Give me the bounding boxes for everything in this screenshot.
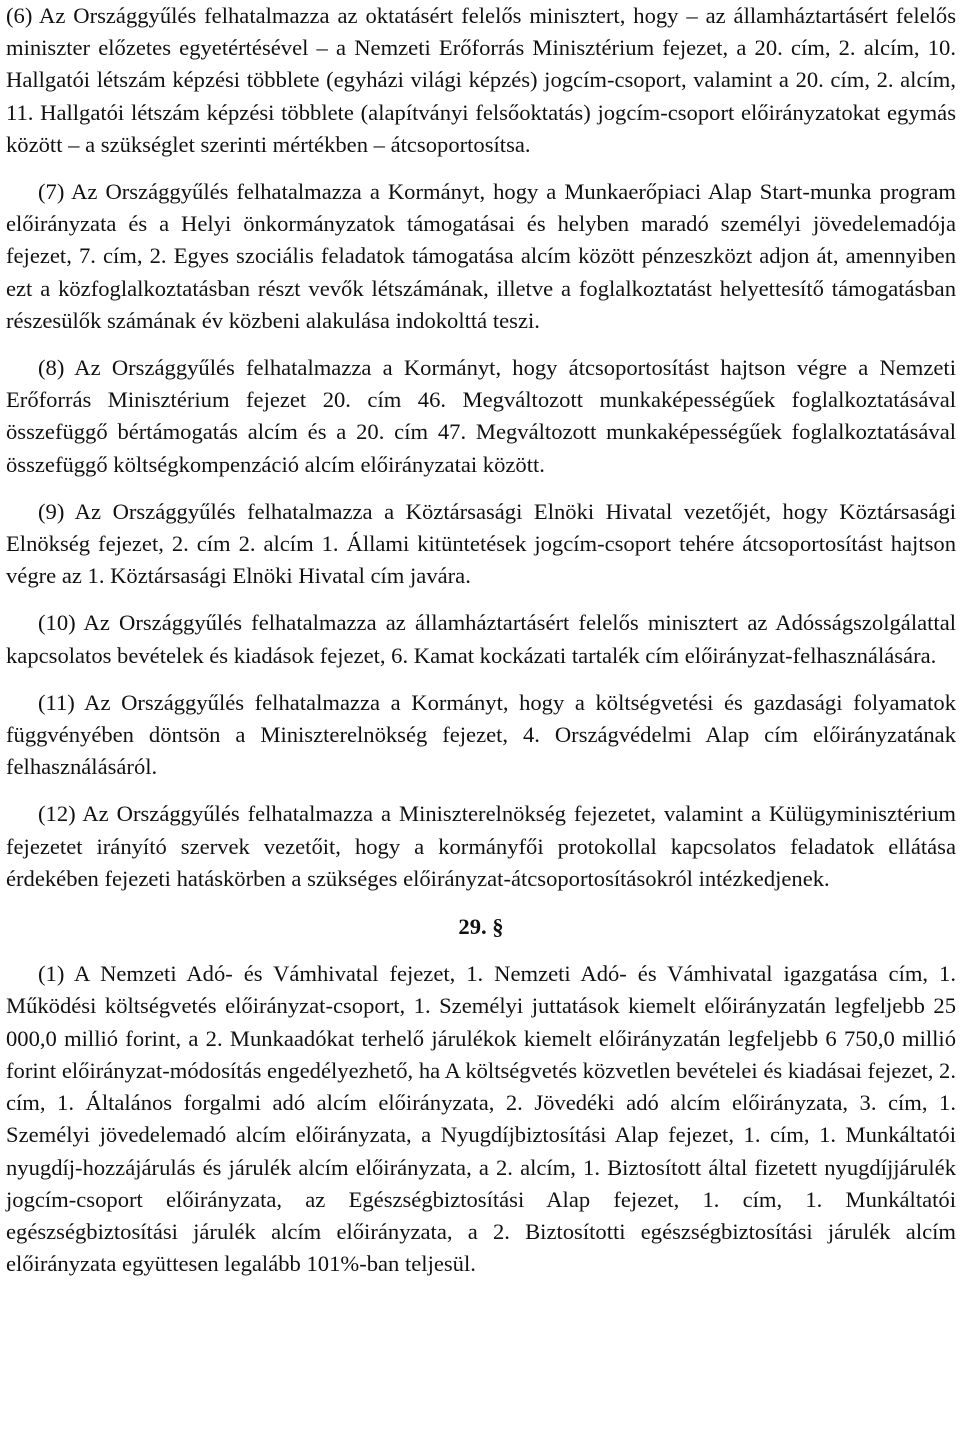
paragraph-11: (11) Az Országgyűlés felhatalmazza a Kormányt, hogy a költségvetési és gazdasági folyamatok függvényében döntsön a Miniszterelnökség fejezet, 4. Országvédelmi Alap cím előirányzatának felhasználásáról. <box>6 689 956 780</box>
paragraph-10: (10) Az Országgyűlés felhatalmazza az államháztartásért felelős minisztert az Adósságszolgálattal kapcsolatos bevételek és kiadások fejezet, 6. Kamat kockázati tartalék cím előirányzat-felhasználására. <box>6 610 956 668</box>
paragraph-7: (7) Az Országgyűlés felhatalmazza a Kormányt, hogy a Munkaerőpiaci Alap Start-munka program előirányzata és a Helyi önkormányzatok támogatásai és helyben maradó személyi jövedelemadója fejezet, 7. cím, 2. Egyes szociális feladatok támogatása alcím között pénzeszközt adjon át, amennyiben ezt a közfoglalkoztatásban részt vevők létszámának, illetve a foglalkoztatást helyettesítő támogatásban részesülők számának év közbeni alakulása indokolttá teszi. <box>6 179 956 333</box>
section-number: 29. <box>458 914 487 940</box>
paragraph-12: (12) Az Országgyűlés felhatalmazza a Miniszterelnökség fejezetet, valamint a Külügyminisztérium fejezetet irányító szervek vezetőit, hogy a kormányfői protokollal kapcsolatos feladatok ellátása érdekében fejezeti hatáskörben a szükséges előirányzat-átcsoportosításokról intézkedjenek. <box>6 801 956 891</box>
paragraph-8: (8) Az Országgyűlés felhatalmazza a Kormányt, hogy átcsoportosítást hajtson végre a Nemzeti Erőforrás Minisztérium fejezet 20. cím 46. Megváltozott munkaképességűek foglalkoztatásával összefüggő bértámogatás alcím és a 20. cím 47. Megváltozott munkaképességűek foglalkoztatásával összefüggő költségkompenzáció alcím előirányzatai között. <box>6 355 956 477</box>
section-mark: § <box>492 914 504 940</box>
paragraph-9: (9) Az Országgyűlés felhatalmazza a Köztársasági Elnöki Hivatal vezetőjét, hogy Köztársasági Elnökség fejezet, 2. cím 2. alcím 1. Állami kitüntetések jogcím-csoport tehére átcsoportosítást hajtson végre az 1. Köztársasági Elnöki Hivatal cím javára. <box>6 498 956 589</box>
section-heading <box>6 911 956 943</box>
section-29-paragraph-1: (1) A Nemzeti Adó- és Vámhivatal fejezet, 1. Nemzeti Adó- és Vámhivatal igazgatása cím, 1. Működési költségvetés előirányzat-csoport, 1. Személyi juttatások kiemelt előirányzatán legfeljebb 25 000,0 millió forint, a 2. Munkaadókat terhelő járulékok kiemelt előirányzatán legfeljebb 6 750,0 millió forint előirányzat-módosítás engedélyezhető, ha A költségvetés közvetlen bevételei és kiadásai fejezet, 2. cím, 1. Általános forgalmi adó alcím előirányzata, 2. Jövedéki adó alcím előirányzata, 3. cím, 1. Személyi jövedelemadó alcím előirányzata, a Nyugdíjbiztosítási Alap fejezet, 1. cím, 1. Munkáltatói nyugdíj-hozzájárulás és járulék alcím előirányzata, a 2. alcím, 1. Biztosított által fizetett nyugdíjjárulék jogcím-csoport előirányzata, az Egészségbiztosítási Alap fejezet, 1. cím, 1. Munkáltatói egészségbiztosítási járulék alcím előirányzata, a 2. Biztosítotti egészségbiztosítási járulék alcím előirányzata együttesen legalább 101%-ban teljesül. <box>6 961 956 1277</box>
paragraph-6: (6) Az Országgyűlés felhatalmazza az oktatásért felelős minisztert, hogy – az államháztartásért felelős miniszter előzetes egyetértésével – a Nemzeti Erőforrás Minisztérium fejezet, a 20. cím, 2. alcím, 10. Hallgatói létszám képzési többlete (egyházi világi képzés) jogcím-csoport, valamint a 20. cím, 2. alcím, 11. Hallgatói létszám képzési többlete (alapítványi felsőoktatás) jogcím-csoport előirányzatokat egymás között – a szükséglet szerinti mértékben – átcsoportosítsa. <box>6 3 956 157</box>
